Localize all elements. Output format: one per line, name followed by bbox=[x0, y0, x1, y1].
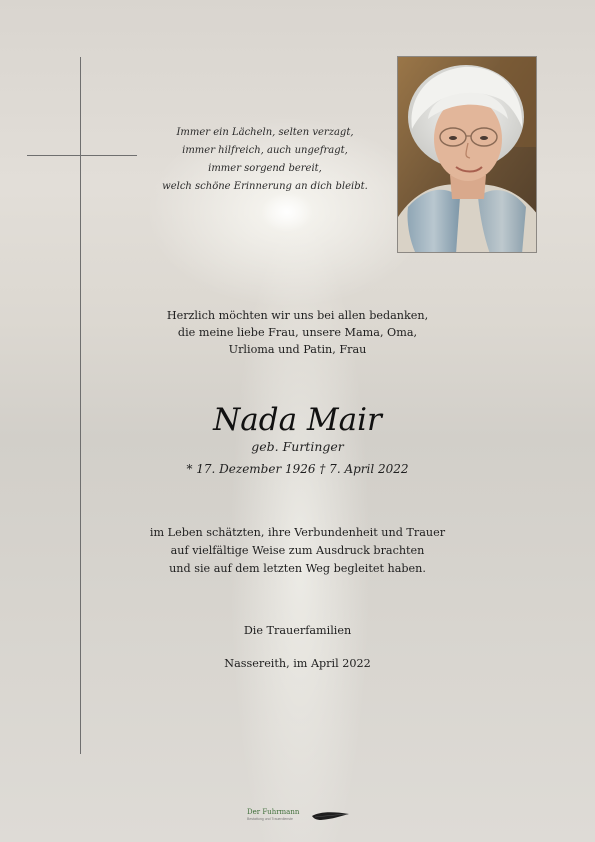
thanks-line: Urlioma und Patin, Frau bbox=[228, 343, 367, 356]
portrait-illustration bbox=[398, 57, 537, 253]
gratitude-line: auf vielfältige Weise zum Ausdruck brachten bbox=[170, 544, 425, 557]
gratitude-line: und sie auf dem letzten Weg begleitet haben. bbox=[169, 562, 426, 575]
gratitude-text bbox=[100, 524, 495, 578]
deceased-name: Nada Mair bbox=[213, 402, 382, 438]
gratitude-line: im Leben schätzten, ihre Verbundenheit und Trauer bbox=[149, 526, 446, 539]
place-and-date: Nassereith, im April 2022 bbox=[224, 657, 371, 670]
poem-line: welch schöne Erinnerung an dich bleibt. bbox=[162, 181, 368, 192]
maiden-name: geb. Furtinger bbox=[251, 439, 344, 454]
feather-icon bbox=[311, 810, 351, 822]
poem-line: Immer ein Lächeln, selten verzagt, bbox=[176, 127, 354, 138]
portrait-photo bbox=[397, 56, 537, 253]
funeral-home-logo bbox=[247, 808, 357, 828]
memorial-poem bbox=[150, 124, 380, 196]
memorial-cross-vertical bbox=[80, 57, 81, 754]
thanks-line: die meine liebe Frau, unsere Mama, Oma, bbox=[177, 326, 418, 339]
thanks-line: Herzlich möchten wir uns bei allen bedanken, bbox=[166, 309, 429, 322]
logo-subtext: Bestattung und Trauerdienste bbox=[247, 817, 293, 821]
life-dates: * 17. Dezember 1926 † 7. April 2022 bbox=[186, 462, 409, 476]
thanks-message bbox=[100, 307, 495, 358]
mourning-families: Die Trauerfamilien bbox=[243, 624, 352, 637]
logo-text: Der Fuhrmann bbox=[247, 808, 300, 816]
memorial-cross-horizontal bbox=[27, 155, 137, 156]
poem-line: immer sorgend bereit, bbox=[208, 163, 322, 174]
poem-line: immer hilfreich, auch ungefragt, bbox=[182, 145, 348, 156]
